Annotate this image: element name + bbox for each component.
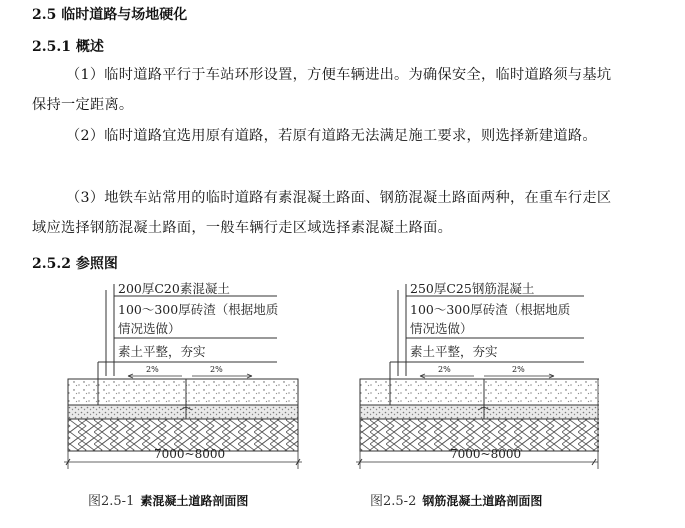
- slope-label-right: 2%: [512, 365, 525, 374]
- layer-label-subgrade: 素土平整，夯实: [410, 344, 498, 359]
- section-heading: 2.5 临时道路与场地硬化: [32, 7, 188, 23]
- layer-label-surface: 200厚C20素混凝土: [118, 281, 230, 296]
- caption-text: 素混凝土道路剖面图: [140, 494, 249, 508]
- caption-number: 图2.5-1: [88, 494, 135, 509]
- paragraph-1: （1）临时道路平行于车站环形设置，方便车辆进出。为确保安全，临时道路须与基坑保持一定距离。: [32, 67, 612, 113]
- layer-label-subgrade: 素土平整，夯实: [118, 344, 206, 359]
- slope-label-right: 2%: [210, 365, 223, 374]
- paragraph-3: （3）地铁车站常用的临时道路有素混凝土路面、钢筋混凝土路面两种，在重车行走区域应选择钢筋混凝土路面，一般车辆行走区域选择素混凝土路面。: [32, 190, 612, 236]
- layer-label-subbase-1: 100～300厚砖渣（根据地质: [410, 302, 571, 317]
- layer-label-subbase-2: 情况选做）: [118, 321, 181, 336]
- layer-label-subbase-1: 100～300厚砖渣（根据地质: [118, 302, 279, 317]
- slope-label-left: 2%: [438, 365, 451, 374]
- paragraph-2: （2）临时道路宜选用原有道路，若原有道路无法满足施工要求，则选择新建道路。: [66, 128, 597, 144]
- figure-plain-concrete-section: [62, 276, 307, 482]
- subsection-heading-reference: 2.5.2 参照图: [32, 256, 118, 272]
- subsection-heading-overview: 2.5.1 概述: [32, 39, 104, 55]
- caption-number: 图2.5-2: [370, 494, 417, 509]
- dimension-label: 7000~8000: [154, 447, 226, 461]
- layer-label-subbase-2: 情况选做）: [410, 321, 473, 336]
- caption-text: 钢筋混凝土道路剖面图: [422, 494, 543, 508]
- figure-caption-2: [370, 490, 542, 509]
- figure-caption-1: [88, 490, 248, 509]
- slope-label-left: 2%: [146, 365, 159, 374]
- dimension-label: 7000~8000: [450, 447, 522, 461]
- figure-reinforced-concrete-section: [354, 276, 599, 482]
- layer-label-surface: 250厚C25钢筋混凝土: [410, 281, 535, 296]
